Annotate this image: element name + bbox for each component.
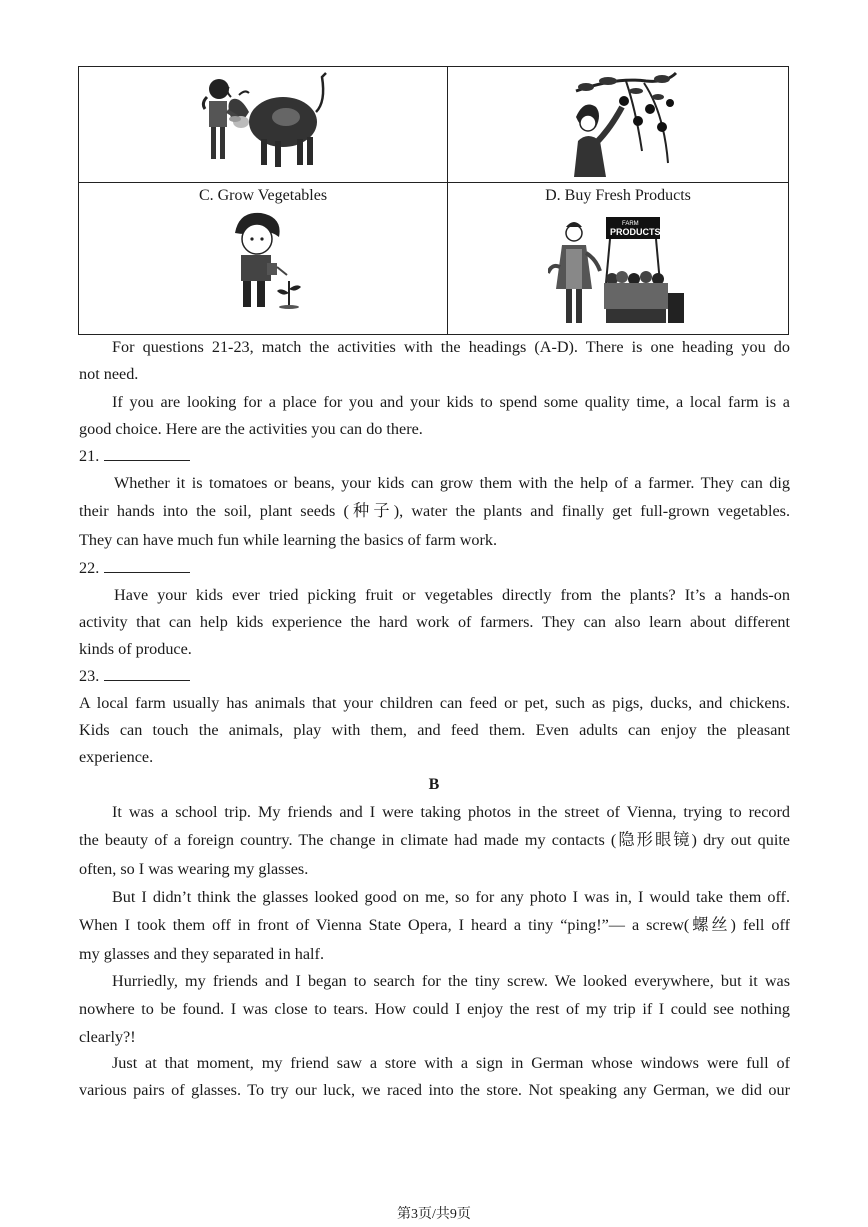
stand-sign-top: FARM: [622, 221, 639, 227]
headings-table: [78, 66, 789, 335]
instruction-line-1: For questions 21-23, match the activities with the headings (A-D). There is one heading you do: [112, 338, 790, 356]
q21-paragraph-line-2: their hands into the soil, plant seeds (种子), water the plants and finally get full-grown vegetables.: [79, 502, 790, 520]
q23-paragraph-line-2: Kids can touch the animals, play with them, and feed them. Even adults can enjoy the pleasant: [79, 721, 790, 739]
b-p3-line-2: nowhere to be found. I was close to tears. How could I enjoy the rest of my trip if I could see nothing: [79, 1000, 790, 1018]
answer-blank-21[interactable]: [104, 446, 190, 461]
heading-c-title: C. Grow Vegetables: [198, 187, 328, 204]
heading-d-title: D. Buy Fresh Products: [545, 187, 691, 204]
question-22-number: 22.: [79, 559, 100, 577]
question-21-number: 21.: [79, 447, 100, 465]
intro-line-1: If you are looking for a place for you and your kids to spend some quality time, a local farm is a: [112, 393, 790, 411]
q22-paragraph-line-1: Have your kids ever tried picking fruit or vegetables directly from the plants? It’s a hands-on: [114, 586, 790, 604]
child-feeding-cow-illustration: [191, 67, 331, 175]
stand-sign-main: PRODUCTS: [610, 227, 661, 237]
q23-paragraph-line-1: A local farm usually has animals that your children can feed or pet, such as pigs, ducks, and chickens.: [79, 694, 790, 712]
instruction-line-2: not need.: [79, 365, 139, 383]
b-p1-line-2: the beauty of a foreign country. The change in climate had made my contacts (隐形眼镜) dry out quite: [79, 831, 790, 849]
b-p2-line-3: my glasses and they separated in half.: [79, 945, 324, 963]
heading-cell-b: [448, 67, 788, 183]
q23-paragraph-line-3: experience.: [79, 748, 154, 766]
question-23-number: 23.: [79, 667, 100, 685]
child-watering-plant-illustration: [227, 211, 303, 317]
q22-paragraph-line-2: activity that can help kids experience the hard work of farmers. They can also learn about different: [79, 613, 790, 631]
b-p2-line-1: But I didn’t think the glasses looked good on me, so for any photo I was in, I would take them off.: [112, 888, 790, 906]
answer-blank-23[interactable]: [104, 666, 190, 681]
heading-cell-a: [79, 67, 448, 183]
woman-picking-fruit-illustration: [566, 69, 682, 179]
q21-paragraph-line-3: They can have much fun while learning the basics of farm work.: [79, 531, 498, 549]
b-p2-line-2: When I took them off in front of Vienna State Opera, I heard a tiny “ping!”— a screw(螺丝) fell off: [79, 916, 790, 934]
b-p4-line-2: various pairs of glasses. To try our luck, we raced into the store. Not speaking any German, we did our: [79, 1081, 790, 1099]
section-b-heading: B: [428, 776, 440, 793]
q21-paragraph-line-1: Whether it is tomatoes or beans, your kids can grow them with the help of a farmer. They can dig: [114, 474, 790, 492]
q22-paragraph-line-3: kinds of produce.: [79, 640, 192, 658]
question-21: [79, 446, 190, 466]
heading-cell-c: [79, 183, 448, 334]
b-p3-line-1: Hurriedly, my friends and I began to search for the tiny screw. We looked everywhere, but it was: [112, 972, 790, 990]
b-p1-line-3: often, so I was wearing my glasses.: [79, 860, 309, 878]
heading-cell-d: [448, 183, 788, 334]
farm-products-stand-illustration: [548, 213, 688, 329]
b-p1-line-1: It was a school trip. My friends and I were taking photos in the street of Vienna, trying to record: [112, 803, 790, 821]
question-23: [79, 666, 190, 686]
page-number-footer: 第3页/共9页: [397, 1207, 471, 1222]
intro-line-2: good choice. Here are the activities you can do there.: [79, 420, 423, 438]
answer-blank-22[interactable]: [104, 558, 190, 573]
b-p4-line-1: Just at that moment, my friend saw a store with a sign in German whose windows were full of: [112, 1054, 790, 1072]
question-22: [79, 558, 190, 578]
b-p3-line-3: clearly?!: [79, 1028, 136, 1046]
